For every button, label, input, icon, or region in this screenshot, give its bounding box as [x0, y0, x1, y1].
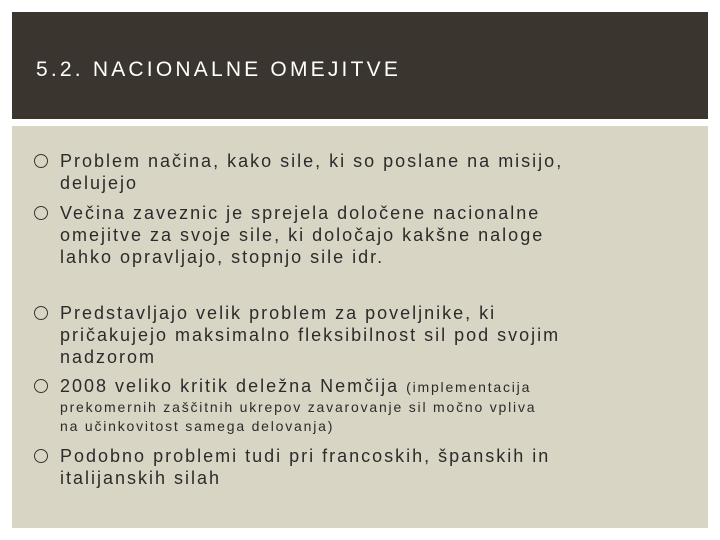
bullet-item — [34, 202, 684, 268]
bullet-line: Problem načina, kako sile, ki so poslane na misijo, — [60, 151, 564, 171]
bullet-line: Podobno problemi tudi pri francoskih, španskih in — [60, 446, 551, 466]
bullet-note-line: na učinkovitost samega delovanja) — [60, 418, 335, 434]
bullet-item — [34, 445, 684, 489]
bullet-line: nadzorom — [60, 347, 157, 367]
bullet-line: Predstavljajo velik problem za poveljnike, ki — [60, 303, 497, 323]
bullet-note-line: prekomernih zaščitnih ukrepov zavarovanje sil močno vpliva — [60, 399, 537, 415]
bullet-circle-icon — [34, 154, 48, 168]
bullet-circle-icon — [34, 206, 48, 220]
bullet-line: italijanskih silah — [60, 468, 222, 488]
bullet-item — [34, 375, 684, 436]
bullet-circle-icon — [34, 379, 48, 393]
title-bar — [12, 12, 708, 119]
slide-title: 5.2. NACIONALNE OMEJITVE — [36, 58, 402, 81]
bullet-circle-icon — [34, 306, 48, 320]
bullet-line: Večina zaveznic je sprejela določene nacionalne — [60, 203, 541, 223]
bullet-line: omejitve za svoje sile, ki določajo kakšne naloge — [60, 225, 545, 245]
bullet-note-text: (implementacija — [406, 379, 532, 395]
bullet-circle-icon — [34, 449, 48, 463]
bullet-line: delujejo — [60, 173, 139, 193]
bullet-main-text: 2008 veliko kritik deležna Nemčija — [60, 376, 400, 396]
bullet-line: lahko opravljajo, stopnjo sile idr. — [60, 247, 385, 267]
bullet-item — [34, 302, 684, 368]
bullet-line: pričakujejo maksimalno fleksibilnost sil pod svojim — [60, 325, 561, 345]
bullet-item — [34, 150, 684, 194]
